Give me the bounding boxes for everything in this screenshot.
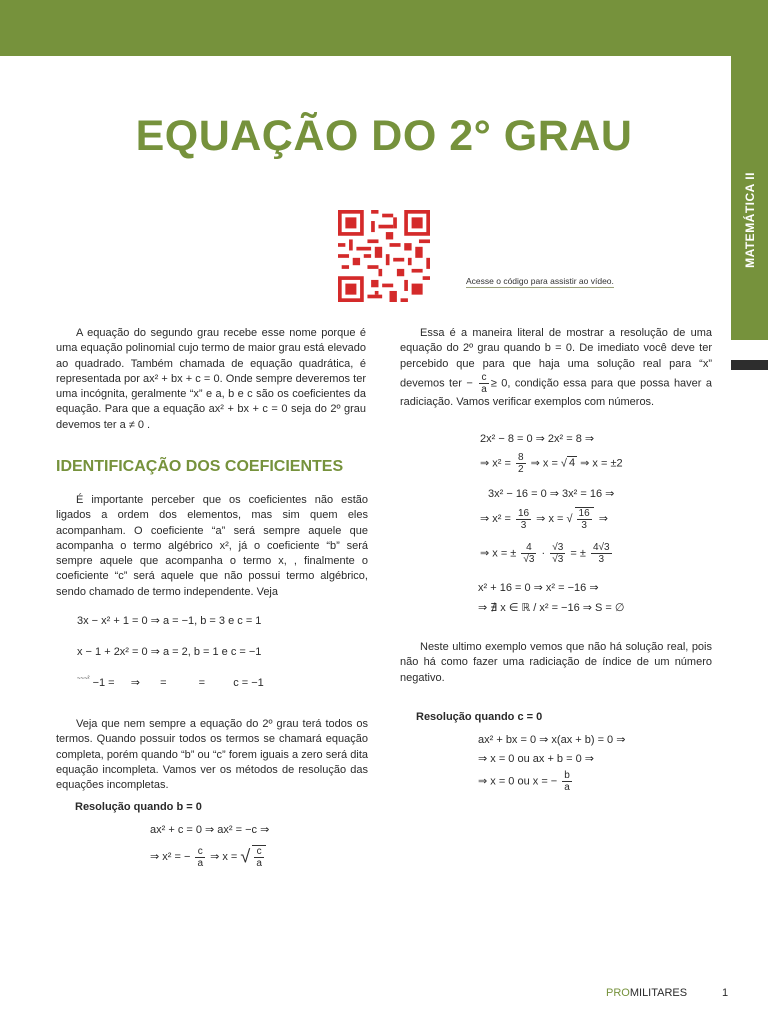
example-r-7: ⇒ ∄ x ∈ ℝ / x² = −16 ⇒ S = ∅ bbox=[478, 602, 625, 614]
no-solution-text: Neste ultimo exemplo vemos que não há solução real, pois não há como fazer uma radiciação de índice de um número negativo. bbox=[400, 641, 712, 684]
ex-r4-den: 3 bbox=[520, 519, 527, 531]
ex-r4-fraction bbox=[516, 508, 531, 531]
ex-r2-den: 2 bbox=[517, 464, 524, 475]
ex-r4-c: ⇒ bbox=[598, 512, 608, 525]
ex-r2-num: 8 bbox=[517, 452, 524, 463]
example-3: $^{\sim\sim\sim^2}$ −1 = ⇒ = = c = −1 bbox=[77, 676, 264, 689]
example-2: x − 1 + 2x² = 0 ⇒ a = 2, b = 1 e c = −1 bbox=[77, 646, 262, 658]
example-r-1: 2x² − 8 = 0 ⇒ 2x² = 8 ⇒ bbox=[480, 433, 595, 445]
subheading-c-zero: Resolução quando c = 0 bbox=[416, 711, 543, 723]
c-zero-line-2: ⇒ x = 0 ou ax + b = 0 ⇒ bbox=[478, 753, 594, 765]
b-zero-line-1: ax² + c = 0 ⇒ ax² = −c ⇒ bbox=[150, 824, 270, 836]
qr-code[interactable] bbox=[338, 210, 430, 302]
ex-r2-c: ⇒ x = ±2 bbox=[580, 457, 623, 470]
ex-r5-fraction-3 bbox=[591, 542, 612, 565]
coefficients-text: É importante perceber que os coeficientes não estão ligados a ordem dos elementos, mas sim quem eles acompanham. O coeficiente “a” será sempre aquele que acompanha o termo algébrico x², já o coeficiente “b” será sempre aquele que acompanha o termo x, , finalmente o coeficiente “c” será aquele que não possui termo algébrico, sendo chamado de termo independente. Veja bbox=[56, 494, 368, 598]
radical-den: a bbox=[256, 858, 262, 869]
ex-r4-rad-num: 16 bbox=[578, 508, 590, 519]
example-3-part-c: = bbox=[160, 677, 167, 689]
example-r-2: ⇒ x² = $\frac{8}{2}$ ⇒ x = √ 4 ⇒ x = ±2 bbox=[480, 452, 623, 475]
intro-equation-2: ax² + bx + c = 0 bbox=[208, 403, 288, 416]
intro-paragraph bbox=[56, 326, 366, 433]
right-intro-paragraph: Essa é a maneira literal de mostrar a resolução de uma equação do 2º grau quando b = 0. De imediato você deve ter percebido que para que haja uma solução real para “x” devemos ter − $\frac{c}{a}$ ≥ 0, condição essa para que possa haver a radiciação. Vamos verificar exemplos com números. bbox=[400, 327, 713, 408]
radical-num: c bbox=[254, 846, 264, 858]
ex-r5-n3: 4√3 bbox=[593, 542, 610, 553]
c-zero-line-1: ax² + bx = 0 ⇒ x(ax + b) = 0 ⇒ bbox=[478, 734, 626, 746]
ex-r2-fraction bbox=[516, 452, 526, 475]
incomplete-paragraph bbox=[56, 717, 368, 793]
ex-r5-n2: √3 bbox=[552, 542, 564, 553]
ex-r5-b: = ± bbox=[570, 547, 586, 560]
ex-r4-radical bbox=[575, 507, 594, 531]
footer-brand-rest: MILITARES bbox=[629, 987, 688, 999]
ex-r5-d3: 3 bbox=[598, 554, 605, 565]
fraction-den: a bbox=[197, 857, 204, 869]
footer-brand-pro: PRO bbox=[606, 987, 630, 999]
page-number: 1 bbox=[722, 987, 729, 999]
intro-equation-1: ax² + bx + c = 0 bbox=[143, 372, 220, 385]
c-zero-line-3-a: ⇒ x = 0 ou x = − bbox=[478, 775, 558, 788]
example-3-part-d: = bbox=[198, 677, 206, 689]
ex-r4-b: ⇒ x = bbox=[536, 512, 564, 525]
radical-neg-c-over-a bbox=[252, 845, 266, 869]
ex-r2-radical: 4 bbox=[568, 457, 576, 470]
intro-equation-3: a ≠ 0 . bbox=[119, 418, 151, 431]
example-3-part-e: c = −1 bbox=[233, 677, 264, 689]
ex-r4-num: 16 bbox=[517, 507, 530, 519]
example-r-3: 3x² − 16 = 0 ⇒ 3x² = 16 ⇒ bbox=[488, 488, 615, 500]
side-stripe bbox=[731, 360, 768, 370]
example-r-6: x² + 16 = 0 ⇒ x² = −16 ⇒ bbox=[478, 582, 599, 594]
ex-r2-a: ⇒ x² = bbox=[480, 457, 511, 470]
intro-text-b: . Onde sempre deveremos ter uma incógnita, geralmente “x” e a, b e c são os coeficientes da equação. Para que a equação bbox=[56, 372, 367, 416]
example-r-4: ⇒ x² = $\frac{16}{3}$ ⇒ x = √ $\frac{16}{3}$ ⇒ bbox=[480, 507, 608, 531]
fraction-num: c bbox=[195, 846, 205, 858]
condition-den: a bbox=[481, 383, 487, 395]
ex-r5-d2: √3 bbox=[552, 554, 564, 565]
side-tab-label: MATEMÁTICA II bbox=[742, 172, 757, 268]
example-3-part-b: ⇒ bbox=[130, 677, 140, 689]
ex-r4-a: ⇒ x² = bbox=[480, 512, 511, 525]
subheading-b-zero: Resolução quando b = 0 bbox=[75, 801, 202, 813]
footer-brand bbox=[606, 987, 687, 999]
condition-num: c bbox=[479, 372, 489, 384]
ex-r5-d1: √3 bbox=[523, 554, 535, 565]
c-zero-line-3 bbox=[478, 770, 574, 793]
ex-r2-b: ⇒ x = bbox=[530, 457, 558, 470]
side-tab bbox=[731, 56, 768, 340]
ex-r4-rad-den: 3 bbox=[581, 520, 587, 531]
example-r-5 bbox=[480, 542, 614, 565]
c-zero-fraction bbox=[562, 770, 572, 793]
condition-ge-zero: ≥ 0 bbox=[490, 377, 508, 390]
example-3-part-a: −1 = bbox=[92, 677, 115, 689]
c-zero-den: a bbox=[564, 782, 570, 793]
ex-r5-dot: · bbox=[541, 547, 546, 560]
b-zero-line-2-a: ⇒ x² = − bbox=[150, 850, 191, 863]
right-intro-text-b: , condição essa para que possa haver a radiciação. Vamos verificar exemplos com números. bbox=[400, 377, 713, 408]
intro-text-c: seja do 2º grau devemos ter bbox=[56, 403, 367, 431]
coefficients-paragraph bbox=[56, 493, 368, 600]
intro-text-a: A equação do segundo grau recebe esse nome porque é uma equação polinomial cujo termo de maior grau está elevado ao quadrado. Também chamada de equação quadrática, é representada por bbox=[56, 327, 367, 385]
example-1: 3x − x² + 1 = 0 ⇒ a = −1, b = 3 e c = 1 bbox=[77, 615, 262, 627]
ex-r5-fraction-1 bbox=[521, 542, 536, 565]
b-zero-line-2: ⇒ x² = − $\frac{c}{a}$ ⇒ x = √ $\frac{c}{a}$ bbox=[150, 845, 268, 869]
no-solution-paragraph bbox=[400, 640, 712, 686]
top-banner bbox=[0, 0, 768, 56]
page-title: EQUAÇÃO DO 2° GRAU bbox=[135, 112, 633, 160]
ex-r5-fraction-2 bbox=[550, 542, 565, 565]
fraction-c-over-a bbox=[195, 846, 205, 869]
condition-fraction bbox=[479, 372, 489, 395]
right-intro-text-a: Essa é a maneira literal de mostrar a resolução de uma equação do 2º grau quando b = 0. De imediato você deve ter percebido que para que haja uma solução real para “x” devemos ter bbox=[400, 327, 712, 390]
qr-caption: Acesse o código para assistir ao vídeo. bbox=[466, 276, 614, 286]
ex-r5-a: ⇒ x = ± bbox=[480, 547, 517, 560]
ex-r5-n1: 4 bbox=[521, 542, 536, 554]
c-zero-num: b bbox=[564, 770, 570, 781]
section-heading: IDENTIFICAÇÃO DOS COEFICIENTES bbox=[56, 458, 344, 475]
b-zero-line-2-b: ⇒ x = bbox=[210, 850, 238, 863]
incomplete-text: Veja que nem sempre a equação do 2º grau terá todos os termos. Quando possuir todos os termos se chamará equação completa, porém quando “b” ou “c” forem iguais a zero será dita equação incompleta. Vamos ver os métodos de resolução das equações incompletas. bbox=[56, 718, 368, 792]
